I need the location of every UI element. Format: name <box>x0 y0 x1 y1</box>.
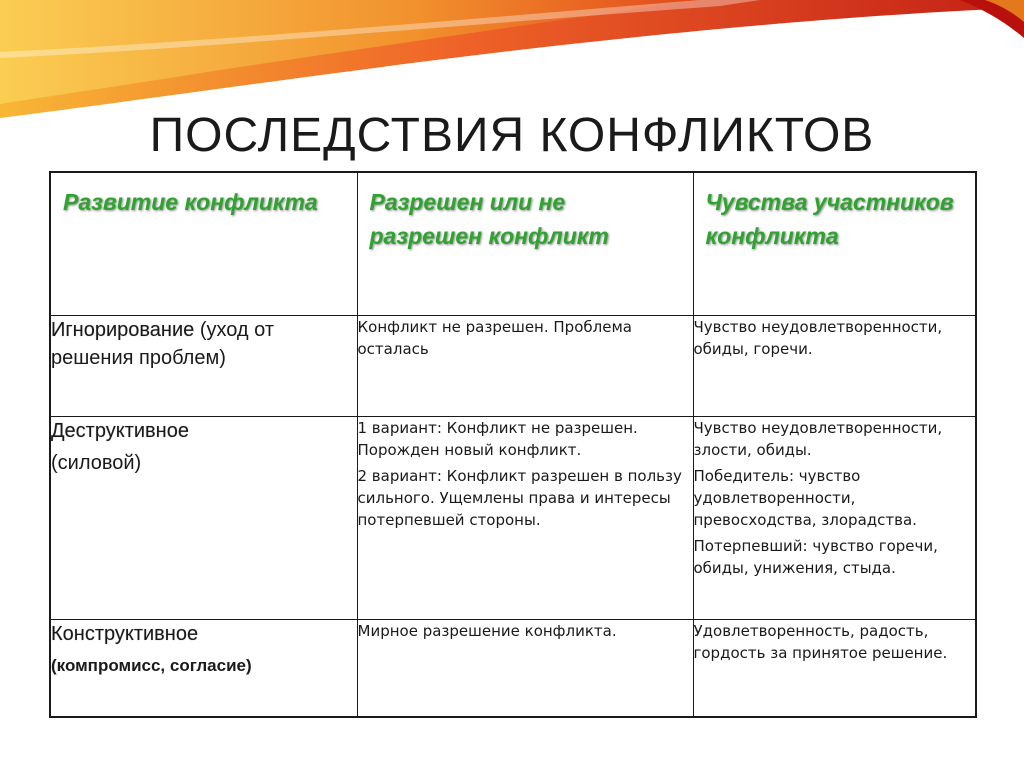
table-row <box>50 417 976 620</box>
table-header-row <box>50 172 976 316</box>
header-participant-feelings: Чувства участников конфликта <box>693 172 976 316</box>
resolution-cell <box>357 316 693 417</box>
feelings-cell <box>693 316 976 417</box>
feelings-text: Удовлетворенность, радость, гордость за принятое решение. <box>693 622 948 662</box>
conflict-type-cell <box>50 316 357 417</box>
conflict-type-cell <box>50 620 357 718</box>
table-row <box>50 620 976 718</box>
resolution-text: 1 вариант: Конфликт не разрешен. Порожден новый конфликт. <box>357 419 638 459</box>
feelings-text: Победитель: чувство удовлетворенности, превосходства, злорадства. <box>693 467 917 529</box>
resolution-cell <box>357 620 693 718</box>
header-resolution: Разрешен или не разрешен конфликт <box>357 172 693 316</box>
table-row <box>50 316 976 417</box>
conflict-type-cell <box>50 417 357 620</box>
feelings-cell <box>693 417 976 620</box>
conflict-type-note: (уход от решения проблем) <box>51 319 275 369</box>
consequences-table <box>49 171 977 718</box>
conflict-type-label: Деструктивное <box>51 420 189 442</box>
feelings-text: Чувство неудовлетворенности, обиды, горечи. <box>693 318 943 358</box>
header-conflict-development: Развитие конфликта <box>50 172 357 316</box>
slide-title: ПОСЛЕДСТВИЯ КОНФЛИКТОВ <box>149 109 875 162</box>
resolution-text: 2 вариант: Конфликт разрешен в пользу сильного. Ущемлены права и интересы потерпевшей стороны. <box>357 467 682 529</box>
resolution-text: Конфликт не разрешен. Проблема осталась <box>357 318 632 358</box>
conflict-type-label: Игнорирование <box>51 319 195 341</box>
resolution-text: Мирное разрешение конфликта. <box>357 622 617 640</box>
feelings-text: Чувство неудовлетворенности, злости, обиды. <box>693 419 943 459</box>
feelings-text: Потерпевший: чувство горечи, обиды, унижения, стыда. <box>693 537 938 577</box>
conflict-type-note: (компромисс, согласие) <box>51 656 252 675</box>
feelings-cell <box>693 620 976 718</box>
conflict-type-note: (силовой) <box>51 452 142 474</box>
conflict-type-label: Конструктивное <box>51 623 199 645</box>
resolution-cell <box>357 417 693 620</box>
